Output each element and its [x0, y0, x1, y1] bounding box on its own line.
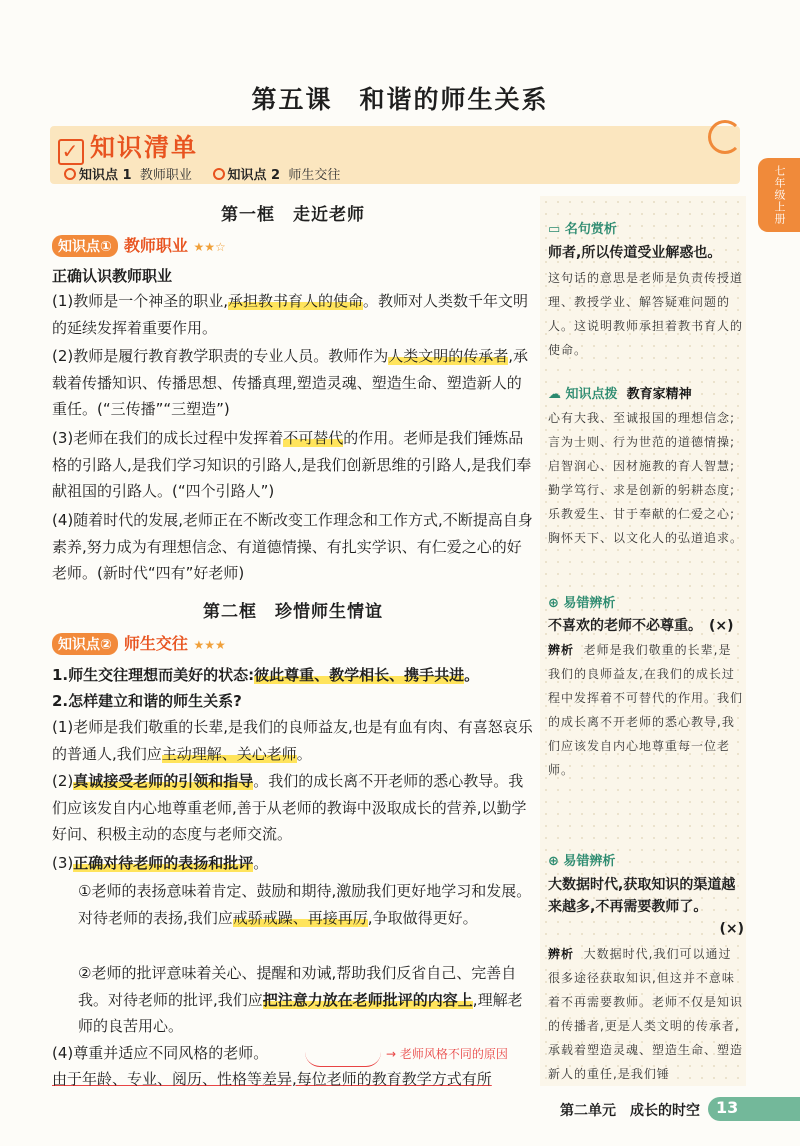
highlight: 人类文明的传承者 [388, 347, 509, 365]
step-4-line: 由于年龄、专业、阅历、性格等差异,每位老师的教育教学方式有所 [52, 1070, 492, 1088]
knowledge-point-list [64, 164, 340, 183]
text: 。 [464, 666, 480, 684]
paperclip-icon [708, 120, 742, 154]
annotation-text: 老师风格不同的原因 [399, 1047, 508, 1061]
kp2-header [52, 631, 226, 655]
page-title: 第五课 和谐的师生关系 [251, 85, 549, 114]
star-rating-icon: ★★★ [193, 638, 226, 652]
text: 名句赏析 [564, 222, 617, 237]
text: ,承载着传播知识、传播思想、传播真理,塑造灵魂、塑造生命、塑造新人的重任。(“三传播”“三塑造”) [52, 347, 529, 418]
annotation-arrow-icon [305, 1052, 381, 1067]
text: 1.师生交往理想而美好的状态: [52, 666, 255, 684]
paragraph-1 [52, 288, 536, 341]
highlight: 不可替代 [283, 429, 344, 447]
kp2-label: 知识点 2 [227, 168, 281, 183]
step-1 [52, 714, 536, 767]
text: 。 [296, 744, 312, 763]
question-2: 2.怎样建立和谐的师生关系? [52, 692, 242, 710]
text: 老师是我们敬重的长辈,是我们的良师益友,在我们的成长过程中发挥着不可替代的作用。我们的成长离不开老师的悉心教导,我们应该发自内心地尊重每一位老师。 [548, 643, 744, 777]
text: ,争取做得更好。 [367, 908, 478, 927]
label: 辨析 [548, 643, 575, 657]
note-heading-3: ⊕ 易错辨析 [548, 596, 616, 611]
educator-spirit-text: 心有大我、至诚报国的理想信念;言为士则、行为世范的道德情操;启智润心、因材施教的育人智慧;勤学笃行、求是创新的躬耕态度;乐教爱生、甘于奉献的仁爱之心;胸怀天下、以文化人的弘道追求。 [548, 411, 744, 545]
step-3 [52, 850, 536, 877]
checkbox-icon: ✓ [58, 139, 84, 165]
text: 教育家精神 [626, 387, 692, 402]
note-heading-4: ⊕ 易错辨析 [548, 854, 616, 869]
text: (2)教师是履行教育教学职责的专业人员。教师作为 [52, 347, 389, 365]
text: 知识点拨 [565, 387, 618, 402]
banner-heading [58, 128, 198, 164]
highlight: 承担教书育人的使命 [228, 292, 364, 310]
step-4: (4)尊重并适应不同风格的老师。 [52, 1044, 269, 1062]
step-3-2 [78, 960, 536, 1040]
error-statement-1: 不喜欢的老师不必尊重。 (×) [548, 618, 734, 634]
grade-side-tab[interactable]: 七年级上册 [758, 158, 800, 232]
text: 易错辨析 [563, 596, 616, 611]
text: 。 [253, 854, 269, 872]
note-heading-1: ▭ 名句赏析 [548, 222, 617, 237]
kp1-title: 教师职业 [123, 236, 188, 255]
text: (3) [52, 854, 74, 872]
text: (2) [52, 772, 74, 790]
kp1-text: 教师职业 [139, 168, 192, 183]
text: (1)教师是一个神圣的职业, [52, 292, 229, 310]
footer-unit: 第二单元 成长的时空 [560, 1103, 700, 1119]
step-2 [52, 768, 536, 848]
error-analysis-2 [548, 942, 744, 1086]
text: 大数据时代,我们可以通过很多途径获取知识,但这并不意味着不再需要教师。老师不仅是知识的传播者,更是人类文明的传承者,承载着塑造灵魂、塑造生命、塑造新人的重任,是我们锤 [548, 947, 744, 1081]
highlight: 戒骄戒躁、再接再厉 [232, 908, 368, 927]
quote: 师者,所以传道受业解惑也。 [548, 245, 722, 261]
note-heading-2: ☁ 知识点拨 教育家精神 [548, 387, 692, 402]
quote-explanation: 这句话的意思是老师是负责传授道理、教授学业、解答疑难问题的人。这说明教师承担着教书育人的使命。 [548, 271, 744, 357]
kp1-label: 知识点 1 [79, 168, 132, 183]
paragraph-4: (4)随着时代的发展,老师正在不断改变工作理念和工作方式,不断提高自身素养,努力成为有理想信念、有道德情操、有扎实学识、有仁爱之心的好老师。(新时代“四有”好老师) [52, 511, 533, 582]
banner-heading-text: 知识清单 [90, 133, 199, 162]
question-1 [52, 662, 536, 689]
text: 。教师对人类数千年文明的延续发挥着重要作用。 [52, 292, 529, 337]
kp2-badge: 知识点② [52, 633, 118, 655]
highlight: 彼此尊重、教学相长、携手共进 [254, 666, 465, 684]
text: 易错辨析 [563, 854, 616, 869]
annotation-note: → 老师风格不同的原因 [386, 1047, 508, 1061]
highlight: 把注意力放在老师批评的内容上 [262, 990, 473, 1009]
highlight: 正确对待老师的表扬和批评 [73, 854, 254, 872]
label: 辨析 [548, 947, 575, 961]
paragraph-2 [52, 343, 536, 423]
error-mark-2: (×) [719, 921, 744, 937]
kp2-text: 师生交往 [288, 168, 341, 183]
section-heading-1: 第一框 走近老师 [221, 205, 365, 225]
error-statement-2: 大数据时代,获取知识的渠道越来越多,不再需要教师了。 [548, 877, 736, 915]
bullet-icon [213, 168, 225, 180]
kp1-header [52, 233, 226, 257]
text: ①老师的表扬意味着肯定、鼓励和期待,激励我们更好地学习和发展。对待老师的表扬,我们应 [78, 882, 532, 927]
section-heading-2: 第二框 珍惜师生情谊 [203, 602, 383, 622]
text: (1)老师是我们敬重的长辈,是我们的良师益友,也是有血有肉、有喜怒哀乐的普通人,我们应 [52, 718, 533, 763]
paragraph-3 [52, 425, 536, 505]
step-3-1 [78, 878, 536, 931]
text: ②老师的批评意味着关心、提醒和劝诫,帮助我们反省自己、完善自我。对待老师的批评,我们应 [78, 964, 517, 1009]
error-analysis-1 [548, 638, 744, 782]
kp1-badge: 知识点① [52, 235, 118, 257]
text: ,理解老师的良苦用心。 [78, 990, 523, 1035]
star-rating-icon: ★★☆ [193, 240, 226, 254]
highlight: 主动理解、关心老师 [161, 744, 297, 763]
text: (3)老师在我们的成长过程中发挥着 [52, 429, 284, 447]
text: 的作用。老师是我们锤炼品格的引路人,是我们学习知识的引路人,是我们创新思维的引路人,是我们奉献祖国的引路人。(“四个引路人”) [52, 429, 532, 500]
bullet-icon [64, 168, 76, 180]
page-number: 13 [716, 1098, 739, 1117]
kp1-heading: 正确认识教师职业 [52, 267, 173, 285]
text: 。我们的成长离不开老师的悉心教导。我们应该发自内心地尊重老师,善于从老师的教诲中汲取成长的营养,以勤学好问、积极主动的态度与老师交流。 [52, 772, 527, 843]
highlight: 真诚接受老师的引领和指导 [73, 772, 254, 790]
kp2-title: 师生交往 [123, 634, 188, 653]
